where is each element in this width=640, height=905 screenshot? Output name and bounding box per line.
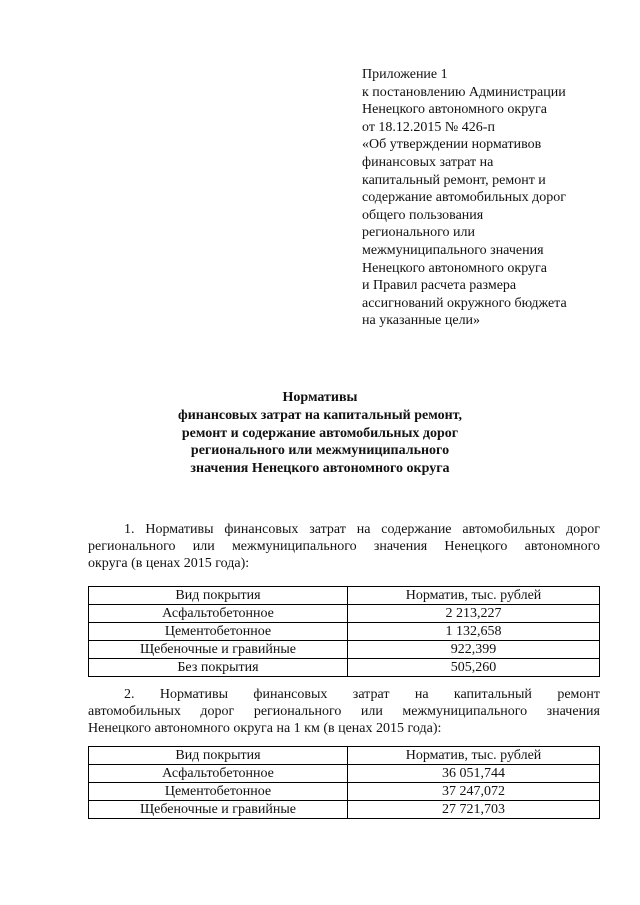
title-line: регионального или межмуниципального	[190, 443, 450, 459]
appendix-line: содержание автомобильных дорог	[362, 190, 566, 206]
table-cell: Асфальтобетонное	[89, 605, 348, 623]
appendix-line: общего пользования	[362, 207, 484, 223]
table-cell: 505,260	[348, 659, 600, 677]
column-header: Вид покрытия	[89, 747, 348, 765]
appendix-line: на указанные цели»	[362, 313, 481, 329]
section1-table	[88, 586, 600, 677]
appendix-line: капитальный ремонт, ремонт и	[362, 172, 546, 188]
appendix-line: Приложение 1	[362, 67, 448, 82]
table-row	[89, 783, 600, 801]
table-cell: Цементобетонное	[89, 783, 348, 801]
section1-line: регионального или межмуниципального значения Ненецкого автономного	[88, 539, 600, 554]
table-cell: 37 247,072	[348, 783, 600, 801]
table-cell: Щебеночные и гравийные	[89, 641, 348, 659]
table-cell: 922,399	[348, 641, 600, 659]
table-cell: Щебеночные и гравийные	[89, 801, 348, 819]
section2-line: Ненецкого автономного округа на 1 км (в ценах 2015 года):	[88, 721, 442, 736]
column-header: Норматив, тыс. рублей	[348, 747, 600, 765]
appendix-line: ассигнований окружного бюджета	[362, 295, 567, 311]
table-row	[89, 623, 600, 641]
appendix-block	[362, 66, 632, 330]
table-cell: 36 051,744	[348, 765, 600, 783]
table-row	[89, 641, 600, 659]
section2-paragraph	[88, 686, 600, 737]
appendix-line: Ненецкого автономного округа	[362, 102, 547, 118]
table-cell: Цементобетонное	[89, 623, 348, 641]
table-cell: 2 213,227	[348, 605, 600, 623]
column-header: Вид покрытия	[89, 587, 348, 605]
table-row	[89, 765, 600, 783]
table-cell: Асфальтобетонное	[89, 765, 348, 783]
appendix-line: Ненецкого автономного округа	[362, 260, 547, 276]
appendix-line: регионального или	[362, 225, 476, 241]
appendix-line: от 18.12.2015 № 426-п	[362, 119, 495, 135]
table-cell: Без покрытия	[89, 659, 348, 677]
section2-line: автомобильных дорог регионального или межмуниципального значения	[88, 704, 600, 719]
title-line: финансовых затрат на капитальный ремонт,	[178, 407, 462, 423]
table-header-row	[89, 587, 600, 605]
appendix-line: межмуниципального значения	[362, 242, 544, 258]
title-line: ремонт и содержание автомобильных дорог	[181, 425, 459, 441]
table-cell: 1 132,658	[348, 623, 600, 641]
section1-line: округа (в ценах 2015 года):	[88, 556, 250, 571]
appendix-line: и Правил расчета размера	[362, 278, 517, 294]
column-header: Норматив, тыс. рублей	[348, 587, 600, 605]
title-line: Нормативы	[282, 390, 358, 405]
section1-paragraph	[88, 521, 600, 572]
table-header-row	[89, 747, 600, 765]
appendix-line: «Об утверждении нормативов	[362, 137, 542, 153]
table-row	[89, 659, 600, 677]
appendix-line: к постановлению Администрации	[362, 84, 566, 100]
document-title	[110, 389, 530, 478]
title-line: значения Ненецкого автономного округа	[190, 461, 450, 477]
table-row	[89, 605, 600, 623]
section2-table	[88, 746, 600, 819]
table-row	[89, 801, 600, 819]
appendix-line: финансовых затрат на	[362, 154, 494, 170]
section1-line: 1. Нормативы финансовых затрат на содержание автомобильных дорог	[124, 522, 600, 537]
section2-line: 2. Нормативы финансовых затрат на капитальный ремонт	[124, 687, 600, 702]
table-cell: 27 721,703	[348, 801, 600, 819]
